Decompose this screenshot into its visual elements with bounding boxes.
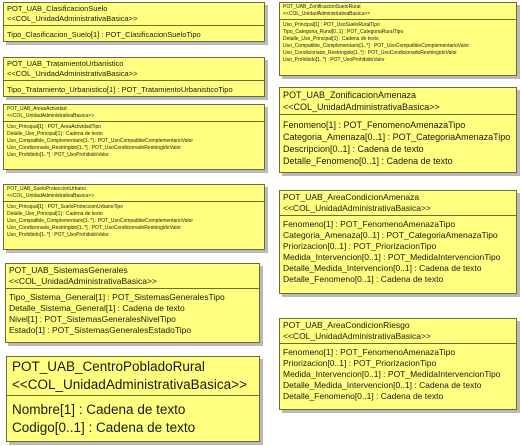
attribute: Descripcion[0..1] : Cadena de texto xyxy=(283,144,424,154)
class-stereotype: <<COL_UnidadAdministrativaBasica>> xyxy=(283,11,370,17)
class-attributes xyxy=(7,396,259,437)
attribute: Uso_Prohibido[1..*] : POT_UsoProhibidoValor xyxy=(283,57,385,63)
attribute: Priorizacion[0..1] : POT_PriorizacionTipo xyxy=(283,241,437,251)
attribute: Detalle_Uso_Principal[1] : Cadena de texto xyxy=(283,36,379,42)
class-header xyxy=(280,3,516,20)
class-attributes xyxy=(6,289,259,337)
attribute: Detalle_Fenomeno[0..1] : Cadena de texto xyxy=(283,391,444,401)
class-attributes xyxy=(280,344,516,403)
attribute: Uso_Principal[1] : POT_SueloProteccionUrbanoTipo xyxy=(7,204,123,210)
attribute: Uso_Compatible_Complementario[1..*] : POT_UsoCompatibleComplementarioValor xyxy=(7,138,194,144)
attribute: Detalle_Uso_Principal[1] : Cadena de texto xyxy=(7,211,103,217)
class-attributes xyxy=(280,20,516,65)
attribute: Categoria_Amenaza[0..1] : POT_CategoriaAmenazaTipo xyxy=(283,132,511,142)
class-suelo-proteccion-urbano[interactable] xyxy=(3,184,265,250)
attribute: Detalle_Medida_Intervencion[0..1] : Cadena de texto xyxy=(283,263,482,273)
class-header xyxy=(280,88,516,115)
attribute: Uso_Condicionado_Restringido[1..*] : POT_UsoCondicionadoRestringidoValor xyxy=(283,50,457,56)
attribute: Codigo[0..1] : Cadena de texto xyxy=(12,420,196,435)
class-area-condicion-riesgo[interactable] xyxy=(279,318,517,410)
class-attributes xyxy=(280,115,516,168)
attribute: Priorizacion[0..1] : POT_PriorizacionTipo xyxy=(283,358,437,368)
attribute: Uso_Principal[1] : POT_UsoSueloRuralTipo xyxy=(283,22,380,28)
attribute: Detalle_Medida_Intervencion[0..1] : Cadena de texto xyxy=(283,380,482,390)
class-zonificacion-amenaza[interactable] xyxy=(279,87,517,173)
attribute: Tipo_Tratamiento_Urbanistico[1] : POT_TratamientoUrbanisticoTipo xyxy=(7,85,233,94)
attribute: Categoria_Amenaza[0..1] : POT_CategoriaAmenazaTipo xyxy=(283,230,498,240)
class-attributes xyxy=(4,202,264,240)
class-name: POT_UAB_SistemasGenerales xyxy=(9,265,128,275)
attribute: Uso_Prohibido[1..*] : POT_UsoProhibidoValor xyxy=(7,152,109,158)
attribute: Medida_Intervencion[0..1] : POT_MedidaIntervencionTipo xyxy=(283,369,501,379)
class-tratamiento-urbanistico[interactable] xyxy=(3,57,265,97)
class-name: POT_UAB_SueloProteccionUrbano xyxy=(7,186,86,192)
class-header xyxy=(280,319,516,344)
class-name: POT_UAB_AreasActividad xyxy=(7,106,67,112)
attribute: Fenomeno[1] : POT_FenomenoAmenazaTipo xyxy=(283,219,456,229)
class-name: POT_UAB_AreaCondicionRiesgo xyxy=(283,320,410,330)
attribute: Fenomeno[1] : POT_FenomenoAmenazaTipo xyxy=(283,347,456,357)
attribute: Uso_Principal[1] : POT_AreaActividadTipo xyxy=(7,124,102,130)
attribute: Tipo_Clasificacion_Suelo[1] : POT_ClasificacionSueloTipo xyxy=(7,30,201,39)
attribute: Fenomeno[1] : POT_FenomenoAmenazaTipo xyxy=(283,120,466,130)
attribute: Detalle_Uso_Principal[1] : Cadena de texto xyxy=(7,131,103,137)
class-header xyxy=(4,58,264,81)
class-name: POT_UAB_AreaCondicionAmenaza xyxy=(283,192,420,202)
attribute: Detalle_Fenomeno[0..1] : Cadena de texto xyxy=(283,274,444,284)
class-header xyxy=(4,3,264,26)
class-name: POT_UAB_ZonificacionAmenaza xyxy=(283,90,417,100)
class-areas-actividad[interactable] xyxy=(3,104,265,170)
attribute: Estado[1] : POT_SistemasGeneralesEstadoTipo xyxy=(9,325,192,335)
class-header xyxy=(4,105,264,122)
class-zonificacion-suelo-rural[interactable] xyxy=(279,2,517,76)
attribute: Uso_Condicionado_Restringido[1..*] : POT_UsoCondicionadoRestringidoValor xyxy=(7,225,181,231)
attribute: Uso_Prohibido[1..*] : POT_UsoProhibidoValor xyxy=(7,232,109,238)
class-stereotype: <<COL_UnidadAdministrativaBasica>> xyxy=(7,113,94,119)
attribute: Medida_Intervencion[0..1] : POT_MedidaIntervencionTipo xyxy=(283,252,501,262)
class-clasificacion-suelo[interactable] xyxy=(3,2,265,42)
class-header xyxy=(4,185,264,202)
class-header xyxy=(6,264,259,289)
attribute: Nivel[1] : POT_SistemasGeneralesNivelTipo xyxy=(9,314,176,324)
class-centro-poblado-rural[interactable] xyxy=(6,356,260,442)
class-header xyxy=(280,191,516,216)
class-name: POT_UAB_ZonificacionSueloRural xyxy=(283,4,361,10)
class-stereotype: <<COL_UnidadAdministrativaBasica>> xyxy=(283,102,440,112)
class-sistemas-generales[interactable] xyxy=(5,263,260,343)
class-stereotype: <<COL_UnidadAdministrativaBasica>> xyxy=(7,69,138,78)
attribute: Uso_Condicionado_Restringido[1..*] : POT_UsoCondicionadoRestringidoValor xyxy=(7,145,181,151)
class-area-condicion-amenaza[interactable] xyxy=(279,190,517,294)
attribute: Tipo_Sistema_General[1] : POT_SistemasGeneralesTipo xyxy=(9,292,225,302)
class-stereotype: <<COL_UnidadAdministrativaBasica>> xyxy=(9,276,157,286)
class-attributes xyxy=(4,26,264,41)
class-attributes xyxy=(4,81,264,96)
class-stereotype: <<COL_UnidadAdministrativaBasica>> xyxy=(283,203,431,213)
attribute: Uso_Compatible_Complementario[1..*] : POT_UsoCompatibleComplementarioValor xyxy=(7,218,194,224)
attribute: Detalle_Sistema_General[1] : Cadena de texto xyxy=(9,303,185,313)
class-header xyxy=(7,357,259,396)
class-name: POT_UAB_TratamientoUrbanistico xyxy=(7,59,124,68)
class-attributes xyxy=(4,122,264,160)
class-stereotype: <<COL_UnidadAdministrativaBasica>> xyxy=(283,331,431,341)
class-name: POT_UAB_ClasificacionSuelo xyxy=(7,4,108,13)
attribute: Uso_Compatible_Complementario[1..*] : POT_UsoCompatibleComplementarioValor xyxy=(283,43,470,49)
class-name: POT_UAB_CentroPobladoRural xyxy=(12,359,205,374)
class-stereotype: <<COL_UnidadAdministrativaBasica>> xyxy=(7,193,94,199)
class-stereotype: <<COL_UnidadAdministrativaBasica>> xyxy=(12,377,247,392)
class-stereotype: <<COL_UnidadAdministrativaBasica>> xyxy=(7,14,138,23)
class-attributes xyxy=(280,216,516,286)
attribute: Detalle_Fenomeno[0..1] : Cadena de texto xyxy=(283,156,453,166)
attribute: Tipo_Categoria_Rural[0..1] : POT_CategoriaRuralTipo xyxy=(283,29,404,35)
attribute: Nombre[1] : Cadena de texto xyxy=(12,402,186,417)
